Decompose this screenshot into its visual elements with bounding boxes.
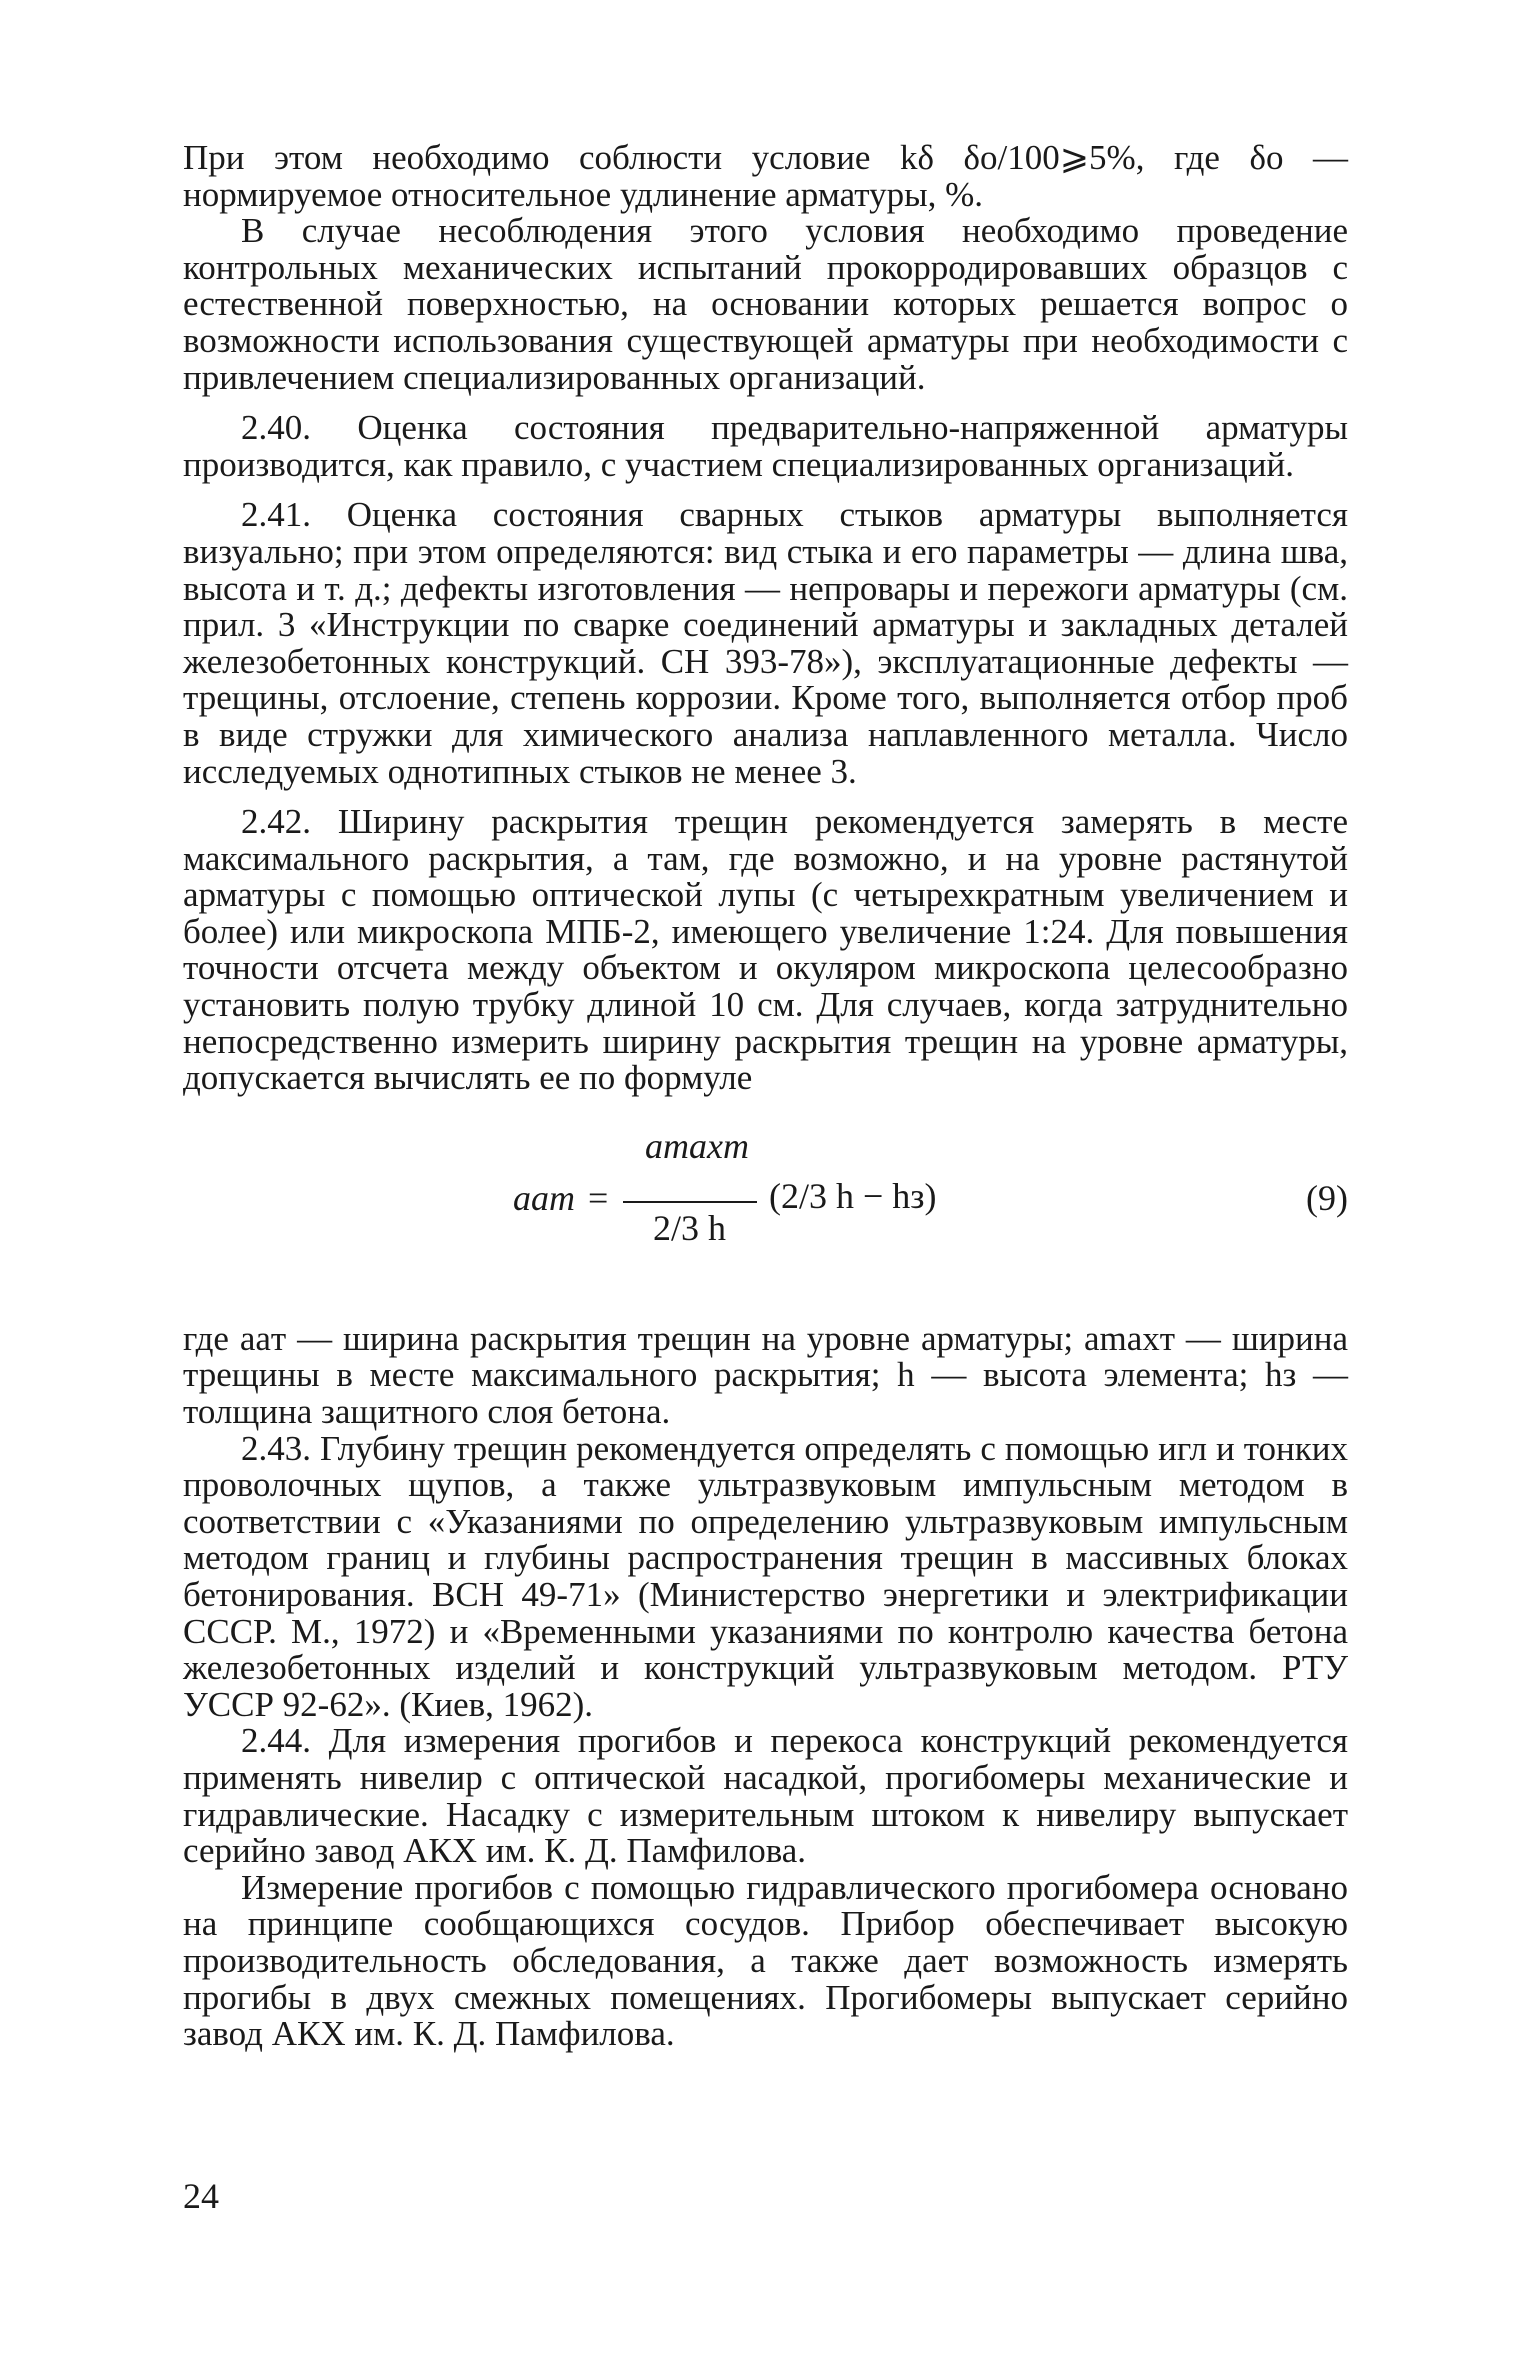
- paragraph-2-42: 2.42. Ширину раскрытия трещин рекомендуется замерять в месте максимального раскрытия, а там, где возможно, и на уровне растянутой арматуры с помощью оптической лупы (с четырехкратным увеличением и более) или микроскопа МПБ-2, имеющего увеличение 1:24. Для повышения точности отсчета между объектом и окуляром микроскопа целесообразно установить полую трубку длиной 10 см. Для случаев, когда затруднительно непосредственно измерить ширину раскрытия трещин на уровне арматуры, допускается вычислять ее по формуле: [183, 802, 1348, 1098]
- page-number: 24: [183, 2176, 219, 2216]
- fraction-bar: [623, 1201, 757, 1203]
- paragraph-2-44: 2.44. Для измерения прогибов и перекоса конструкций рекомендуется применять нивелир с оптической насадкой, прогибомеры механические и гидравлические. Насадку с измерительным штоком к нивелиру выпускает серийно завод АКХ им. К. Д. Памфилова.: [183, 1721, 1348, 1871]
- formula-number: (9): [1306, 1177, 1348, 1218]
- paragraph-hydraulic: Измерение прогибов с помощью гидравлического прогибомера основано на принципе сообщающихся сосудов. Прибор обеспечивает высокую производительность обследования, а также дает возможность измерять прогибы в двух смежных помещениях. Прогибомеры выпускает серийно завод АКХ им. К. Д. Памфилова.: [183, 1867, 1348, 2054]
- formula-denominator: 2/3 h: [653, 1207, 727, 1248]
- text-body: [183, 140, 1348, 2053]
- paragraph-noncompliance: В случае несоблюдения этого условия необходимо проведение контрольных механических испытаний прокорродировавших образцов с естественной поверхностью, на основании которых решается вопрос о возможности использования существующей арматуры при необходимости с привлечением специализированных организаций.: [183, 211, 1348, 397]
- paragraph-condition: При этом необходимо соблюсти условие kδ δo/100⩾5%, где δo — нормируемое относительное удлинение арматуры, %.: [183, 138, 1348, 214]
- paragraph-2-41: 2.41. Оценка состояния сварных стыков арматуры выполняется визуально; при этом определяются: вид стыка и его параметры — длина шва, высота и т. д.; дефекты изготовления — непровары и пережоги арматуры (см. прил. 3 «Инструкции по сварке соединений арматуры и закладных деталей железобетонных конструкций. СН 393-78»), эксплуатационные дефекты — трещины, отслоение, степень коррозии. Кроме того, выполняется отбор проб в виде стружки для химического анализа наплавленного металла. Число исследуемых однотипных стыков не менее 3.: [183, 495, 1348, 791]
- formula-equals: =: [588, 1177, 609, 1218]
- formula-lhs: aaт: [513, 1177, 575, 1218]
- paragraph-2-43: 2.43. Глубину трещин рекомендуется определять с помощью игл и тонких проволочных щупов, а также ультразвуковым импульсным методом в соответствии с «Указаниями по определению ультразвуковым импульсным методом границ и глубины распространения трещин в массивных блоках бетонирования. ВСН 49-71» (Министерство энергетики и электрификации СССР. М., 1972) и «Временными указаниями по контролю качества бетона железобетонных изделий и конструкций ультразвуковым методом. РТУ УССР 92-62». (Киев, 1962).: [183, 1428, 1348, 1724]
- paragraph-where: где aaт — ширина раскрытия трещин на уровне арматуры; amaxт — ширина трещины в месте максимального раскрытия; h — высота элемента; hз — толщина защитного слоя бетона.: [183, 1318, 1348, 1432]
- paragraph-2-40: 2.40. Оценка состояния предварительно-напряженной арматуры производится, как правило, с участием специализированных организаций.: [183, 408, 1348, 484]
- formula-numerator: amaxт: [645, 1125, 749, 1166]
- formula-9: [183, 1125, 1348, 1295]
- formula-factor: (2/3 h − hз): [769, 1175, 937, 1216]
